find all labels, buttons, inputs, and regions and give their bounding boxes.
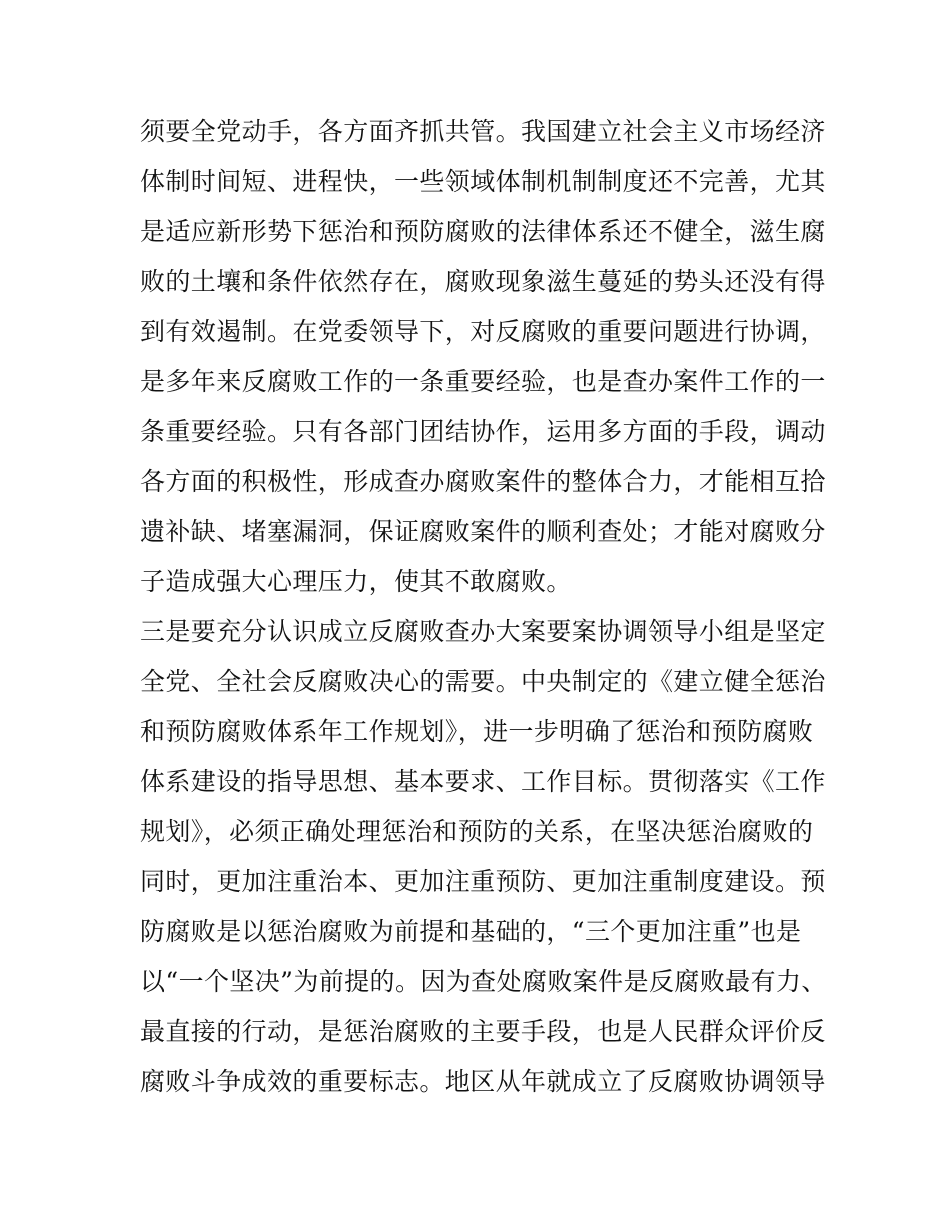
- text-line: 败的土壤和条件依然存在，腐败现象滋生蔓延的势头还没有得: [140, 267, 826, 296]
- text-line: 三是要充分认识成立反腐败查办大案要案协调领导小组是坚定: [140, 617, 826, 646]
- text-line: 规划》，必须正确处理惩治和预防的关系，在坚决惩治腐败的: [140, 817, 814, 846]
- text-line: 条重要经验。只有各部门团结协作，运用多方面的手段，调动: [140, 417, 826, 446]
- text-line: 以“一个坚决”为前提的。因为查处腐败案件是反腐败最有力、: [140, 967, 827, 996]
- text-line: 遗补缺、堵塞漏洞，保证腐败案件的顺利查处；才能对腐败分: [140, 517, 826, 546]
- text-line: 各方面的积极性，形成查办腐败案件的整体合力，才能相互拾: [140, 467, 826, 496]
- text-line: 防腐败是以惩治腐败为前提和基础的，“三个更加注重”也是: [140, 917, 802, 946]
- text-line: 同时，更加注重治本、更加注重预防、更加注重制度建设。预: [140, 867, 826, 896]
- document-body: [140, 107, 827, 1107]
- text-line: 和预防腐败体系年工作规划》，进一步明确了惩治和预防腐败: [140, 717, 814, 746]
- text-line: 全党、全社会反腐败决心的需要。中央制定的《建立健全惩治: [140, 667, 826, 696]
- text-line: 体系建设的指导思想、基本要求、工作目标。贯彻落实《工作: [140, 767, 826, 796]
- text-line: 子造成强大心理压力，使其不敢腐败。: [140, 567, 572, 596]
- text-line: 是多年来反腐败工作的一条重要经验，也是查办案件工作的一: [140, 367, 826, 396]
- text-line: 到有效遏制。在党委领导下，对反腐败的重要问题进行协调，: [140, 317, 826, 346]
- text-line: 体制时间短、进程快，一些领域体制机制制度还不完善，尤其: [140, 167, 826, 196]
- text-line: 是适应新形势下惩治和预防腐败的法律体系还不健全，滋生腐: [140, 217, 826, 246]
- text-line: 腐败斗争成效的重要标志。地区从年就成立了反腐败协调领导: [140, 1067, 826, 1096]
- text-line: 须要全党动手，各方面齐抓共管。我国建立社会主义市场经济: [140, 117, 826, 146]
- text-line: 最直接的行动，是惩治腐败的主要手段，也是人民群众评价反: [140, 1017, 826, 1046]
